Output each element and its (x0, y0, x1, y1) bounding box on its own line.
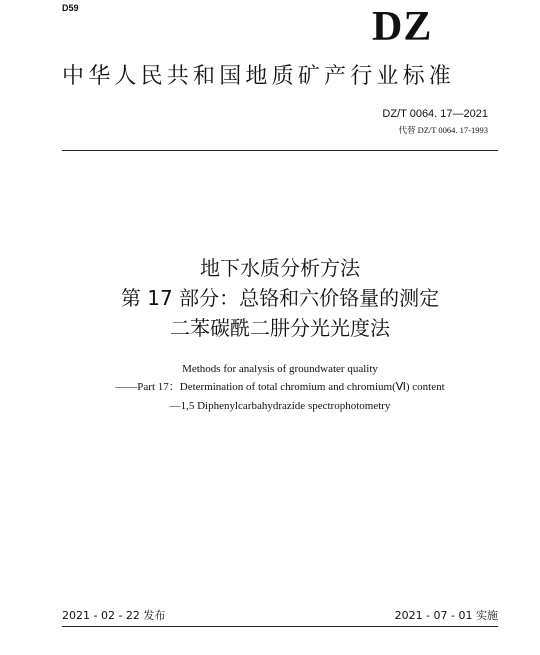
top-rule (62, 150, 498, 151)
issue-date: 2021 - 02 - 22 发布 (62, 609, 166, 622)
replaces-standard: 代替 DZ/T 0064. 17-1993 (398, 125, 488, 135)
title-zh-line1: 地下水质分析方法 (200, 256, 360, 280)
dz-logo: DZ (372, 4, 433, 50)
title-en-line3: —1,5 Diphenylcarbahydrazide spectrophotometry (169, 400, 391, 412)
title-en-line1: Methods for analysis of groundwater quality (182, 363, 378, 375)
title-en-line2: ——Part 17：Determination of total chromium and chromium(Ⅵ) content (115, 381, 445, 393)
classification-code: D59 (62, 3, 79, 13)
implementation-date: 2021 - 07 - 01 实施 (394, 609, 498, 622)
standard-number: DZ/T 0064. 17—2021 (382, 108, 488, 120)
bottom-rule (62, 626, 498, 627)
header-title: 中华人民共和国地质矿产行业标准 (62, 64, 456, 89)
title-zh-line2: 第 17 部分：总铬和六价铬量的测定 (120, 286, 440, 310)
title-zh-line3: 二苯碳酰二肼分光光度法 (170, 316, 390, 340)
